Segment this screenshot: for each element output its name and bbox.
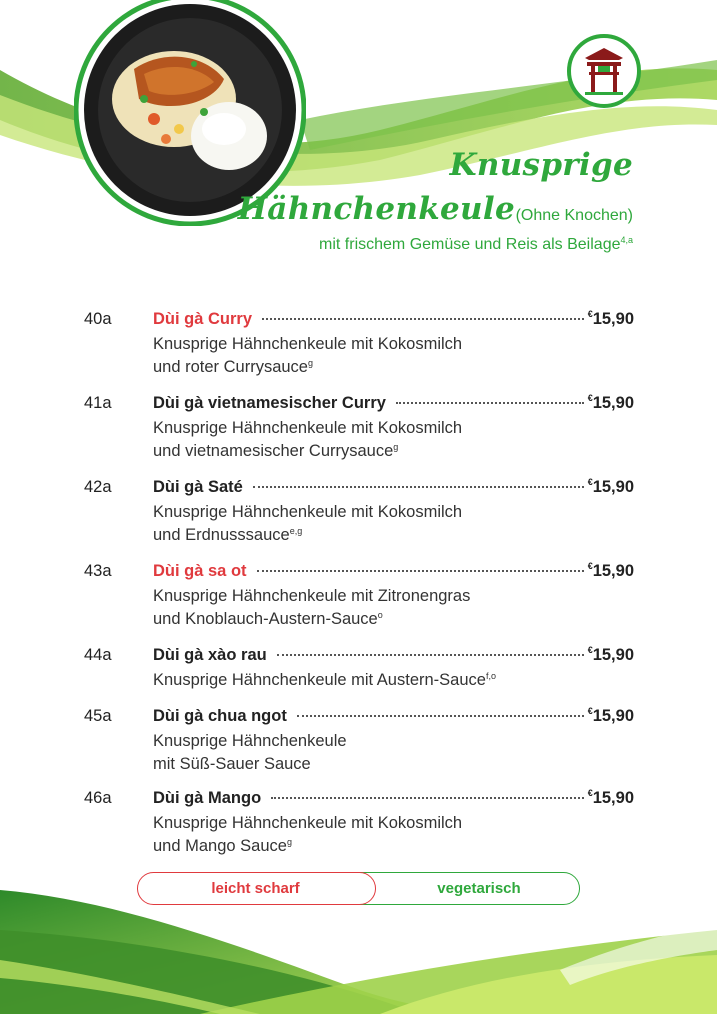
subtitle-allergens: 4,a <box>620 235 633 245</box>
item-description <box>153 585 634 633</box>
currency-symbol: € <box>587 788 593 798</box>
description-line: Knusprige Hähnchenkeule mit Kokosmilch <box>153 335 463 353</box>
allergen-codes: o <box>377 610 383 620</box>
description-text: und Erdnusssauce <box>153 526 290 544</box>
description-text: und Mango Sauce <box>153 837 287 855</box>
item-description <box>153 730 634 776</box>
item-description <box>153 333 634 381</box>
leader-dots <box>262 318 584 320</box>
menu-item <box>84 646 634 694</box>
legend <box>137 872 581 905</box>
menu-item <box>84 310 634 381</box>
leader-dots <box>253 486 584 488</box>
item-description <box>153 501 634 549</box>
description-line <box>153 835 634 860</box>
item-number: 43a <box>84 562 112 580</box>
allergen-codes: g <box>286 837 292 847</box>
leader-dots <box>277 654 584 656</box>
item-description <box>153 669 634 694</box>
item-name: Dùi gà chua ngot <box>153 707 287 725</box>
item-number: 46a <box>84 789 112 807</box>
item-description <box>153 417 634 465</box>
description-line: Knusprige Hähnchenkeule <box>153 732 347 750</box>
description-line: Knusprige Hähnchenkeule mit Kokosmilch <box>153 814 463 832</box>
item-price <box>588 707 634 726</box>
currency-symbol: € <box>587 706 593 716</box>
currency-symbol: € <box>587 561 593 571</box>
description-text: und vietnamesischer Currysauce <box>153 442 394 460</box>
allergen-codes: f,o <box>485 671 496 681</box>
price-value: 15,90 <box>592 478 634 496</box>
price-value: 15,90 <box>592 789 634 807</box>
menu-item <box>84 394 634 465</box>
allergen-codes: g <box>393 442 399 452</box>
description-line: Knusprige Hähnchenkeule mit Kokosmilch <box>153 419 463 437</box>
item-price <box>588 646 634 665</box>
item-price <box>588 562 634 581</box>
description-line: mit Süß-Sauer Sauce <box>153 755 311 773</box>
description-line: Knusprige Hähnchenkeule mit Zitronengras <box>153 587 471 605</box>
currency-symbol: € <box>587 309 593 319</box>
description-line <box>153 669 634 694</box>
subtitle-text: mit frischem Gemüse und Reis als Beilage <box>319 236 621 253</box>
currency-symbol: € <box>587 645 593 655</box>
description-line <box>153 524 634 549</box>
price-value: 15,90 <box>592 562 634 580</box>
description-line: Knusprige Hähnchenkeule mit Kokosmilch <box>153 503 463 521</box>
description-line <box>153 440 634 465</box>
item-name: Dùi gà xào rau <box>153 646 267 664</box>
description-line <box>153 608 634 633</box>
description-line <box>153 356 634 381</box>
item-name: Dùi gà Saté <box>153 478 243 496</box>
description-text: Knusprige Hähnchenkeule mit Austern-Sauce <box>153 671 486 689</box>
currency-symbol: € <box>587 393 593 403</box>
description-text: und Knoblauch-Austern-Sauce <box>153 610 378 628</box>
price-value: 15,90 <box>592 646 634 664</box>
item-name: Dùi gà vietnamesischer Curry <box>153 394 386 412</box>
description-text: und roter Currysauce <box>153 358 308 376</box>
leader-dots <box>271 797 584 799</box>
menu-item <box>84 478 634 549</box>
item-name: Dùi gà sa ot <box>153 562 247 580</box>
menu-item <box>84 562 634 633</box>
legend-vegetarian-label: vegetarisch <box>437 880 521 897</box>
title-main: Hähnchenkeule <box>237 191 515 227</box>
price-value: 15,90 <box>592 310 634 328</box>
item-price <box>588 310 634 329</box>
leader-dots <box>257 570 584 572</box>
price-value: 15,90 <box>592 707 634 725</box>
item-name: Dùi gà Mango <box>153 789 262 807</box>
item-number: 41a <box>84 394 112 412</box>
item-number: 40a <box>84 310 112 328</box>
leader-dots <box>396 402 584 404</box>
price-value: 15,90 <box>592 394 634 412</box>
item-number: 42a <box>84 478 112 496</box>
currency-symbol: € <box>587 477 593 487</box>
allergen-codes: g <box>308 358 314 368</box>
item-description <box>153 812 634 860</box>
allergen-codes: e,g <box>289 526 303 536</box>
item-price <box>588 394 634 413</box>
menu-list <box>84 310 634 873</box>
title-line-1: Knusprige <box>449 147 633 183</box>
leader-dots <box>297 715 584 717</box>
menu-item <box>84 789 634 860</box>
menu-item <box>84 707 634 776</box>
item-price <box>588 789 634 808</box>
item-name: Dùi gà Curry <box>153 310 253 328</box>
pagoda-gate-icon <box>567 34 641 108</box>
item-number: 45a <box>84 707 112 725</box>
subtitle <box>319 236 633 254</box>
title-note: (Ohne Knochen) <box>515 207 633 224</box>
legend-spicy-label: leicht scharf <box>211 880 300 897</box>
item-price <box>588 478 634 497</box>
item-number: 44a <box>84 646 112 664</box>
